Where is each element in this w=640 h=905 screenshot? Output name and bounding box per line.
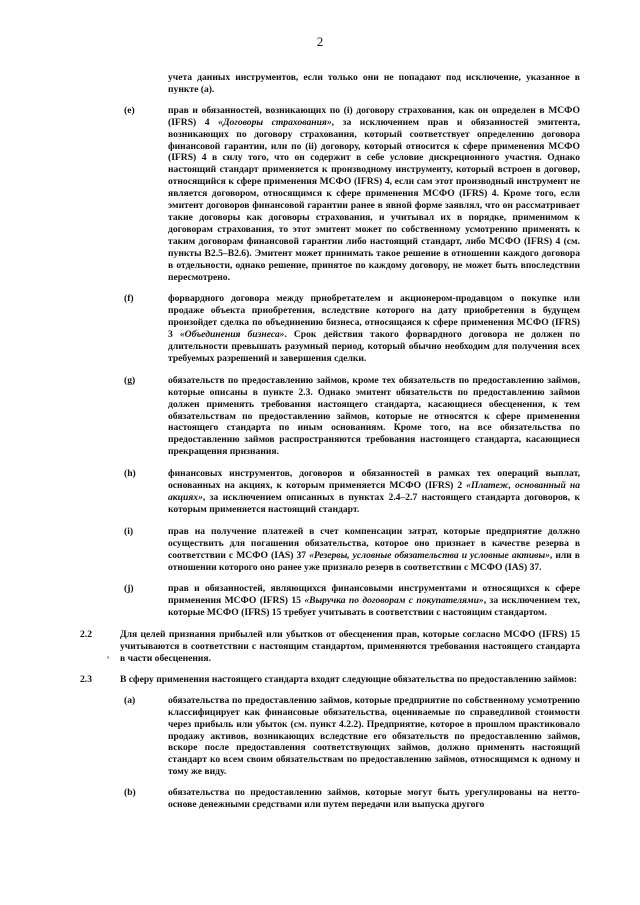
item-text [168,105,580,284]
section-number: 2.3 [80,673,92,685]
text-run: финансовых инструментов, договоров и обязанностей в рамках тех операций выплат, основанных на акциях, к которым применяется МСФО (IFRS) 2 [168,468,580,492]
item-text [168,583,580,619]
list-item [80,695,580,778]
margin-mark: ᵃ [107,653,110,664]
item-label: (e) [124,104,135,116]
text-run: , за исключением описанных в пунктах 2.4–2.7 настоящего стандарта договоров, к которым применяется настоящий стандарт. [168,492,580,515]
item-label: (a) [124,694,136,706]
item-label: (j) [124,583,134,595]
item-label: (b) [124,787,136,799]
document-body [80,72,580,820]
list-item [80,583,580,619]
text-run: прав и обязанностей, являющихся финансовыми инструментами и относящихся к сфере применения МСФО (IFRS) 15 [168,583,580,607]
sections [80,629,580,811]
item-label: (i) [124,525,134,537]
list-item [80,787,580,811]
standard-title: «Выручка по договорам с покупателями» [304,595,484,607]
item-label: (f) [124,293,134,305]
standard-title: «Резервы, условные обязательства и условные активы» [309,549,550,561]
item-text [168,375,580,458]
item-text: обязательства по предоставлению займов, которые предприятие по собственному усмотрению классифицирует как финансовые обязательства, оцениваемые по справедливой стоимости через прибыль или убыток (см. пункт 4.2.2). Предприятие, которое в прошлом практиковало продажу активов, возникающих вследствие его обязательств по предоставлению займов, вскоре после предоставления соответствующих займов, должно применять настоящий стандарт ко всем своим обязательствам по предоставлению займов, относящимся к одному и тому же виду. [168,694,580,778]
section-text: В сферу применения настоящего стандарта входят следующие обязательства по предоставлению займов: [120,673,578,685]
text-run: прав на получение платежей в счет компенсации затрат, которые предприятие должно осуществить для погашения обязательства, которое оно признает в качестве резерва в соответствии с МСФО (IAS) 37 [168,525,580,561]
list-item [80,105,580,284]
text-run: , или в отношении которого оно ранее уже признало резерв в соответствии с МСФО (IAS) 37. [168,549,580,573]
exception-list [80,105,580,619]
item-text [168,526,580,574]
list-item [80,293,580,364]
section-paragraph [80,629,580,665]
text-run: обязательств по предоставлению займов, кроме тех обязательств по предоставлению займов, которые описаны в пункте 2.3. Однако эмитент обязательств по предоставлению займов должен применять требования настоящего стандарта, касающиеся обесценения, к тем обязательствам по предоставлению займов, которые не относятся к сфере применения настоящего стандарта по иным основаниям. Кроме того, на все обязательства по предоставлению займов распространяются требования настоящего стандарта, касающиеся прекращения признания. [168,374,580,458]
intro-paragraph: учета данных инструментов, если только они не попадают под исключение, указанное в пункте (а). [168,72,580,95]
item-text [168,468,580,516]
list-item [80,375,580,458]
text-run: . Срок действия такого форвардного договора не должен по длительности превышать разумный период, который обычно необходим для получения всех требуемых разрешений и завершения сделки. [168,329,580,364]
standard-title: «Платеж, основанный на акциях» [168,480,580,503]
section-number: 2.2 [80,629,92,641]
page-number: 2 [316,34,324,49]
standard-title: «Объединения бизнеса» [179,329,285,341]
item-text: обязательства по предоставлению займов, которые могут быть урегулированы на нетто-основе денежными средствами или путем передачи или выпуска другого [168,787,580,811]
standard-title: «Договоры страхования» [218,116,332,128]
text-run: , за исключением прав и обязанностей эмитента, возникающих по договору страхования, который соответствует определению договора финансовой гарантии, или по (ii) договору, который относится к сфере применения МСФО (IFRS) 4 в силу того, что он содержит в себе условие дискреционного участия. Однако настоящий стандарт применяется к производному инструменту, который встроен в договор, относящийся к сфере применения МСФО (IFRS) 4, если сам этот производный инструмент не является договором, относящимся к сфере применения МСФО (IFRS) 4. Кроме того, если эмитент договоров финансовой гарантии ранее в явной форме заявлял, что он рассматривает такие договоры как договоры страхования, и учитывал их в порядке, применимом к договорам страхования, то этот эмитент может по собственному усмотрению применять к таким договорам финансовой гарантии либо настоящий стандарт, либо МСФО (IFRS) 4 (см. пункты B2.5–B2.6). Эмитент может принимать такое решение в отношении каждого договора в отдельности, однако решение, принятое по каждому договору, не может быть впоследствии пересмотрено. [168,116,580,283]
item-text [168,293,580,364]
text-run: , за исключением тех, которые МСФО (IFRS) 15 требует учитывать в соответствии с настоящим стандартом. [168,595,581,619]
section-text: Для целей признания прибылей или убытков от обесценения прав, которые согласно МСФО (IFRS) 15 учитываются в соответствии с настоящим стандартом, применяются требования настоящего стандарта в части обесценения. [120,629,580,664]
list-item [80,526,580,574]
item-label: (g) [124,374,136,386]
text-run: прав и обязанностей, возникающих по (i) договору страхования, как он определен в МСФО (IFRS) 4 [168,104,580,128]
text-run: форвардного договора между приобретателем и акционером-продавцом о покупке или продаже объекта приобретения, вследствие которого на дату приобретения в будущем произойдет сделка по объединению бизнеса, относящаяся к сфере применения МСФО (IFRS) 3 [168,293,580,341]
section-paragraph [80,674,580,686]
list-item [80,468,580,516]
item-label: (h) [124,468,136,480]
